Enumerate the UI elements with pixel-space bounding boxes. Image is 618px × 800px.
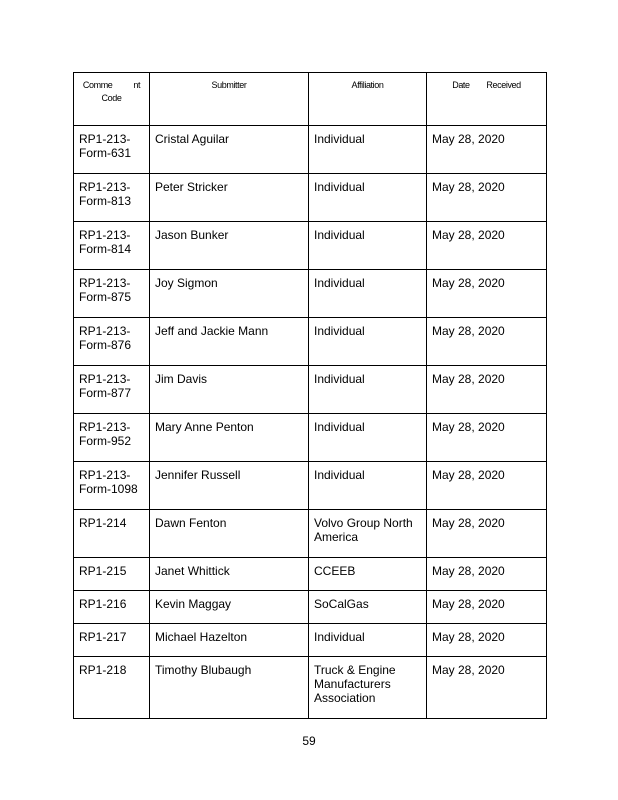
submitter-cell: Dawn Fenton bbox=[150, 510, 309, 558]
submitter-cell: Jeff and Jackie Mann bbox=[150, 318, 309, 366]
date-cell: May 28, 2020 bbox=[427, 510, 547, 558]
date-cell: May 28, 2020 bbox=[427, 318, 547, 366]
header-comment-code-line2: Code bbox=[101, 93, 122, 103]
affiliation-cell: SoCalGas bbox=[309, 591, 427, 624]
date-cell: May 28, 2020 bbox=[427, 174, 547, 222]
submitter-cell: Jim Davis bbox=[150, 366, 309, 414]
table-row bbox=[74, 657, 547, 719]
affiliation-cell: Individual bbox=[309, 414, 427, 462]
table-row bbox=[74, 222, 547, 270]
submitter-cell: Mary Anne Penton bbox=[150, 414, 309, 462]
table-row bbox=[74, 366, 547, 414]
table-row bbox=[74, 270, 547, 318]
comment-code-cell: RP1-213-Form-813 bbox=[74, 174, 150, 222]
affiliation-cell: Volvo Group North America bbox=[309, 510, 427, 558]
date-cell: May 28, 2020 bbox=[427, 591, 547, 624]
header-row bbox=[74, 73, 547, 126]
table-row bbox=[74, 414, 547, 462]
table-row bbox=[74, 462, 547, 510]
affiliation-cell: Individual bbox=[309, 318, 427, 366]
comment-code-cell: RP1-213-Form-877 bbox=[74, 366, 150, 414]
submitter-cell: Peter Stricker bbox=[150, 174, 309, 222]
affiliation-cell: Individual bbox=[309, 222, 427, 270]
page-number: 59 bbox=[302, 734, 316, 748]
comment-code-cell: RP1-213-Form-876 bbox=[74, 318, 150, 366]
header-affiliation: Affiliation bbox=[309, 73, 427, 126]
comment-code-cell: RP1-213-Form-1098 bbox=[74, 462, 150, 510]
affiliation-cell: Individual bbox=[309, 126, 427, 174]
comment-code-cell: RP1-218 bbox=[74, 657, 150, 719]
submitter-cell: Kevin Maggay bbox=[150, 591, 309, 624]
affiliation-cell: Truck & Engine Manufacturers Association bbox=[309, 657, 427, 719]
comment-code-cell: RP1-213-Form-814 bbox=[74, 222, 150, 270]
submitter-cell: Michael Hazelton bbox=[150, 624, 309, 657]
date-cell: May 28, 2020 bbox=[427, 624, 547, 657]
header-date-received: Date Received bbox=[427, 73, 547, 126]
submitter-cell: Cristal Aguilar bbox=[150, 126, 309, 174]
submitter-cell: Joy Sigmon bbox=[150, 270, 309, 318]
date-cell: May 28, 2020 bbox=[427, 222, 547, 270]
affiliation-cell: Individual bbox=[309, 462, 427, 510]
date-cell: May 28, 2020 bbox=[427, 558, 547, 591]
comment-code-cell: RP1-214 bbox=[74, 510, 150, 558]
comment-code-cell: RP1-213-Form-952 bbox=[74, 414, 150, 462]
header-comment-code bbox=[74, 73, 150, 126]
date-cell: May 28, 2020 bbox=[427, 366, 547, 414]
table-row bbox=[74, 510, 547, 558]
comment-code-cell: RP1-215 bbox=[74, 558, 150, 591]
comments-table bbox=[73, 72, 547, 719]
table-row bbox=[74, 558, 547, 591]
submitter-cell: Jennifer Russell bbox=[150, 462, 309, 510]
date-cell: May 28, 2020 bbox=[427, 270, 547, 318]
comment-code-cell: RP1-216 bbox=[74, 591, 150, 624]
date-cell: May 28, 2020 bbox=[427, 414, 547, 462]
table-row bbox=[74, 591, 547, 624]
affiliation-cell: Individual bbox=[309, 366, 427, 414]
submitter-cell: Timothy Blubaugh bbox=[150, 657, 309, 719]
comment-code-cell: RP1-213-Form-631 bbox=[74, 126, 150, 174]
affiliation-cell: CCEEB bbox=[309, 558, 427, 591]
comment-code-cell: RP1-217 bbox=[74, 624, 150, 657]
comment-code-cell: RP1-213-Form-875 bbox=[74, 270, 150, 318]
table-row bbox=[74, 174, 547, 222]
date-cell: May 28, 2020 bbox=[427, 126, 547, 174]
affiliation-cell: Individual bbox=[309, 624, 427, 657]
affiliation-cell: Individual bbox=[309, 174, 427, 222]
date-cell: May 28, 2020 bbox=[427, 462, 547, 510]
header-submitter: Submitter bbox=[150, 73, 309, 126]
table-row bbox=[74, 624, 547, 657]
affiliation-cell: Individual bbox=[309, 270, 427, 318]
header-comment-code-line1: Comme nt bbox=[82, 80, 141, 90]
table-row bbox=[74, 318, 547, 366]
submitter-cell: Jason Bunker bbox=[150, 222, 309, 270]
table-row bbox=[74, 126, 547, 174]
date-cell: May 28, 2020 bbox=[427, 657, 547, 719]
submitter-cell: Janet Whittick bbox=[150, 558, 309, 591]
